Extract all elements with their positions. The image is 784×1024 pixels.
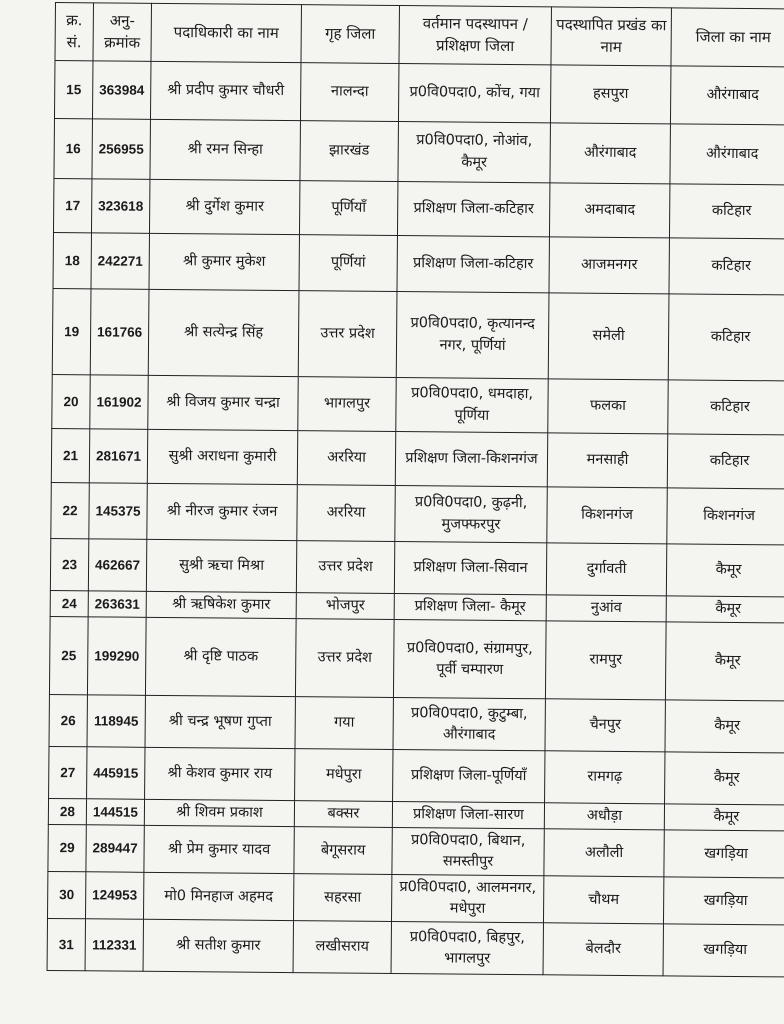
cell-block: समेली bbox=[548, 293, 669, 380]
cell-name: मो0 मिनहाज अहमद bbox=[143, 872, 293, 920]
col-header-sn: क्र. सं. bbox=[55, 3, 94, 61]
cell-home: बेगूसराय bbox=[294, 827, 392, 875]
cell-home: उत्तर प्रदेश bbox=[295, 619, 394, 698]
cell-current: प्र0वि0पदा0, कुढ़नी, मुजफ्फरपुर bbox=[395, 485, 547, 542]
table-row bbox=[50, 538, 784, 596]
cell-current: प्रशिक्षण जिला-सिवान bbox=[394, 541, 546, 594]
col-header-seq: अनु-क्रमांक bbox=[93, 3, 152, 62]
cell-district: कटिहार bbox=[668, 294, 784, 381]
cell-block: चौथम bbox=[543, 876, 663, 924]
cell-current: प्र0वि0पदा0, बिहपुर, भागलपुर bbox=[391, 922, 543, 975]
cell-district: औरंगाबाद bbox=[670, 66, 784, 125]
cell-name: श्री प्रदीप कुमार चौधरी bbox=[150, 61, 301, 120]
cell-current: प्रशिक्षण जिला-किशनगंज bbox=[395, 431, 547, 486]
cell-district: खगड़िया bbox=[664, 830, 784, 878]
cell-block: फलका bbox=[548, 379, 668, 434]
cell-sn: 25 bbox=[49, 616, 88, 694]
cell-seq: 199290 bbox=[87, 617, 146, 696]
cell-seq: 323618 bbox=[91, 179, 149, 234]
cell-name: श्री विजय कुमार चन्द्रा bbox=[148, 375, 298, 430]
cell-name: श्री सत्येन्द्र सिंह bbox=[148, 289, 299, 376]
cell-block: रामगढ़ bbox=[545, 751, 665, 804]
cell-block: औरंगाबाद bbox=[550, 123, 671, 184]
col-header-home: गृह जिला bbox=[301, 5, 400, 64]
cell-block: चैनपुर bbox=[545, 699, 665, 752]
cell-current: प्रशिक्षण जिला-पूर्णियाँ bbox=[393, 749, 545, 802]
cell-current: प्रशिक्षण जिला-कटिहार bbox=[397, 235, 549, 292]
table-row bbox=[48, 872, 784, 925]
cell-current: प्र0वि0पदा0, नोआंव, कैमूर bbox=[398, 122, 551, 183]
cell-district: खगड़िया bbox=[663, 924, 784, 977]
cell-name: श्री रमन सिन्हा bbox=[150, 119, 301, 180]
cell-seq: 144515 bbox=[86, 799, 144, 826]
cell-home: भोजपुर bbox=[296, 593, 394, 620]
cell-name: श्री दुर्गेश कुमार bbox=[149, 179, 299, 234]
cell-block: दुर्गावती bbox=[546, 543, 666, 596]
table-row bbox=[52, 374, 784, 434]
cell-sn: 30 bbox=[48, 872, 86, 919]
table-row bbox=[54, 61, 784, 125]
table-row bbox=[51, 482, 784, 544]
col-header-current: वर्तमान पदस्थापन / प्रशिक्षण जिला bbox=[399, 6, 552, 65]
cell-sn: 27 bbox=[49, 746, 87, 798]
cell-sn: 26 bbox=[49, 694, 87, 746]
cell-home: पूर्णियाँ bbox=[299, 181, 397, 236]
cell-district: कैमूर bbox=[665, 700, 784, 753]
cell-home: गया bbox=[295, 697, 393, 750]
table-row bbox=[49, 694, 784, 752]
cell-home: झारखंड bbox=[300, 121, 399, 182]
cell-sn: 22 bbox=[51, 482, 89, 538]
table-row bbox=[52, 288, 784, 380]
cell-home: भागलपुर bbox=[298, 377, 396, 432]
cell-name: श्री चन्द्र भूषण गुप्ता bbox=[145, 695, 295, 748]
cell-sn: 18 bbox=[53, 232, 91, 288]
cell-current: प्रशिक्षण जिला- कैमूर bbox=[394, 593, 546, 620]
cell-district: कैमूर bbox=[665, 622, 784, 701]
cell-name: सुश्री अराधना कुमारी bbox=[147, 429, 297, 484]
cell-sn: 29 bbox=[48, 825, 86, 872]
cell-block: किशनगंज bbox=[547, 487, 667, 544]
table-row bbox=[51, 428, 784, 488]
cell-current: प्र0वि0पदा0, आलमनगर, मधेपुरा bbox=[391, 875, 543, 923]
cell-district: कैमूर bbox=[666, 596, 784, 623]
cell-seq: 242271 bbox=[91, 233, 149, 290]
cell-seq: 445915 bbox=[87, 747, 145, 800]
cell-home: उत्तर प्रदेश bbox=[296, 541, 394, 594]
cell-name: श्री प्रेम कुमार यादव bbox=[144, 825, 294, 873]
cell-seq: 118945 bbox=[87, 695, 145, 748]
table-row bbox=[54, 118, 784, 184]
cell-seq: 289447 bbox=[86, 825, 144, 873]
cell-name: सुश्री ऋचा मिश्रा bbox=[146, 539, 296, 592]
cell-district: कटिहार bbox=[668, 380, 784, 435]
cell-current: प्र0वि0पदा0, धमदाहा, पूर्णिया bbox=[396, 377, 548, 432]
cell-sn: 21 bbox=[51, 428, 89, 482]
cell-district: कटिहार bbox=[669, 238, 784, 295]
cell-seq: 462667 bbox=[88, 539, 146, 592]
cell-seq: 263631 bbox=[88, 591, 146, 618]
cell-sn: 28 bbox=[48, 798, 86, 824]
cell-block: अलौली bbox=[544, 829, 664, 877]
cell-district: औरंगाबाद bbox=[670, 124, 784, 185]
cell-district: खगड़िया bbox=[663, 877, 784, 925]
cell-district: कैमूर bbox=[665, 752, 784, 805]
cell-home: लखीसराय bbox=[293, 921, 391, 974]
cell-name: श्री नीरज कुमार रंजन bbox=[147, 483, 297, 540]
cell-sn: 17 bbox=[53, 178, 91, 232]
cell-name: श्री ऋषिकेश कुमार bbox=[146, 591, 296, 618]
cell-current: प्र0वि0पदा0, कोंच, गया bbox=[398, 64, 551, 123]
cell-sn: 31 bbox=[47, 919, 85, 971]
cell-seq: 112331 bbox=[85, 919, 143, 972]
cell-current: प्र0वि0पदा0, कृत्यानन्द नगर, पूर्णियां bbox=[396, 291, 549, 378]
cell-sn: 16 bbox=[54, 118, 93, 178]
col-header-district: जिला का नाम bbox=[671, 8, 784, 67]
cell-seq: 281671 bbox=[89, 429, 147, 484]
table-row bbox=[53, 232, 784, 294]
cell-district: कैमूर bbox=[664, 804, 784, 831]
cell-sn: 15 bbox=[54, 61, 93, 119]
table-body bbox=[47, 61, 784, 978]
cell-home: उत्तर प्रदेश bbox=[298, 291, 397, 378]
cell-block: नुआंव bbox=[546, 595, 666, 622]
cell-sn: 19 bbox=[52, 288, 91, 374]
table-row bbox=[47, 919, 784, 977]
cell-current: प्रशिक्षण जिला-सारण bbox=[392, 801, 544, 828]
cell-block: अमदाबाद bbox=[549, 183, 669, 238]
cell-current: प्र0वि0पदा0, बिथान, समस्तीपुर bbox=[392, 828, 544, 876]
cell-district: कटिहार bbox=[669, 184, 784, 239]
cell-block: बेलदौर bbox=[543, 923, 663, 976]
cell-sn: 24 bbox=[50, 590, 88, 616]
table-header-row bbox=[55, 3, 784, 67]
table-row bbox=[49, 616, 784, 700]
cell-name: श्री केशव कुमार राय bbox=[145, 747, 295, 800]
cell-current: प्रशिक्षण जिला-कटिहार bbox=[397, 181, 549, 236]
table-row bbox=[48, 825, 784, 878]
cell-name: श्री दृष्टि पाठक bbox=[145, 617, 296, 696]
cell-district: कटिहार bbox=[667, 434, 784, 489]
cell-home: पूर्णियां bbox=[299, 235, 397, 292]
cell-block: मनसाही bbox=[547, 433, 667, 488]
cell-home: सहरसा bbox=[293, 874, 391, 922]
cell-block: आजमनगर bbox=[549, 237, 669, 294]
col-header-block: पदस्थापित प्रखंड का नाम bbox=[551, 7, 672, 66]
col-header-name: पदाधिकारी का नाम bbox=[151, 3, 302, 62]
cell-current: प्र0वि0पदा0, कुटुम्बा, औरंगाबाद bbox=[393, 697, 545, 750]
cell-block: अधौड़ा bbox=[544, 803, 664, 830]
cell-home: बक्सर bbox=[294, 801, 392, 828]
cell-seq: 256955 bbox=[92, 119, 151, 180]
cell-block: रामपुर bbox=[545, 621, 666, 700]
cell-sn: 20 bbox=[52, 374, 90, 428]
cell-seq: 363984 bbox=[92, 61, 151, 120]
cell-home: अररिया bbox=[297, 485, 395, 542]
cell-seq: 161902 bbox=[90, 375, 148, 430]
posting-table bbox=[47, 2, 784, 978]
cell-home: अररिया bbox=[297, 431, 395, 486]
cell-seq: 145375 bbox=[89, 483, 147, 540]
cell-home: मधेपुरा bbox=[295, 749, 393, 802]
cell-seq: 161766 bbox=[90, 289, 149, 376]
table-row bbox=[53, 178, 784, 238]
cell-name: श्री शिवम प्रकाश bbox=[144, 799, 294, 826]
cell-name: श्री सतीश कुमार bbox=[143, 919, 293, 972]
cell-current: प्र0वि0पदा0, संग्रामपुर, पूर्वी चम्पारण bbox=[393, 619, 546, 698]
cell-sn: 23 bbox=[50, 538, 88, 590]
table-row bbox=[49, 746, 784, 804]
cell-name: श्री कुमार मुकेश bbox=[149, 233, 299, 290]
cell-home: नालन्दा bbox=[300, 63, 399, 122]
cell-seq: 124953 bbox=[85, 872, 143, 920]
cell-district: कैमूर bbox=[666, 544, 784, 597]
cell-district: किशनगंज bbox=[667, 488, 784, 545]
cell-block: हसपुरा bbox=[550, 65, 671, 124]
